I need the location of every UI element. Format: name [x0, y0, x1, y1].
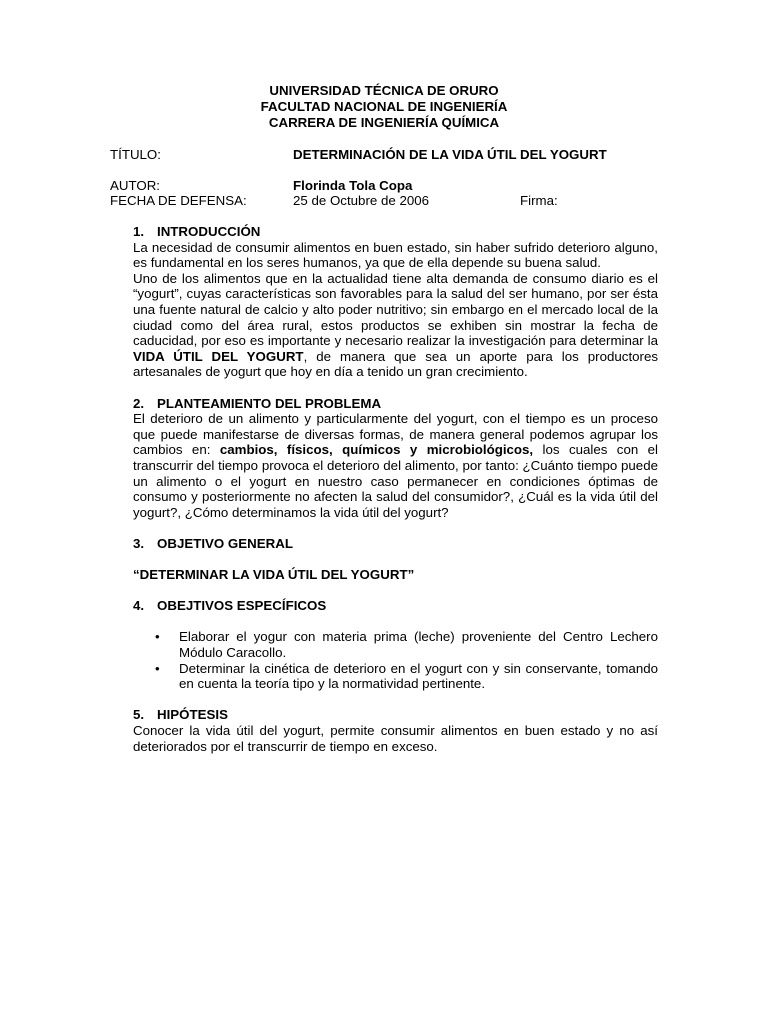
section-heading-objetivo-general — [133, 536, 658, 552]
author-value: Florinda Tola Copa — [293, 178, 413, 193]
section-number: 1. — [133, 224, 145, 239]
problem-paragraph — [133, 411, 658, 520]
intro-text-bold: VIDA ÚTIL DEL YOGURT — [133, 348, 304, 364]
section-number: 4. — [133, 598, 145, 614]
defense-date-label: FECHA DE DEFENSA: — [110, 193, 247, 208]
document-header — [0, 83, 768, 131]
section-title: PLANTEAMIENTO DEL PROBLEMA — [157, 395, 382, 411]
general-objective-statement: “DETERMINAR LA VIDA ÚTIL DEL YOGURT” — [133, 567, 415, 583]
intro-text-a: Uno de los alimentos que en la actualidad tiene alta demanda de consumo diario es el “yogurt”, cuyas características son favorables para la salud del ser humano, por ser ésta una fuente natural de calcio y alto poder nutritivo; sin embargo en el mercado local de la ciudad como del área rural, estos productos se exhiben sin mostrar la fecha de caducidad, por eso es importante y necesario realizar la investigación para determinar la — [133, 270, 658, 349]
section-title: INTRODUCCIÓN — [157, 224, 261, 239]
section-number: 3. — [133, 535, 145, 551]
title-label: TÍTULO: — [110, 147, 161, 162]
list-item — [132, 629, 658, 660]
hypothesis-paragraph: Conocer la vida útil del yogurt, permite consumir alimentos en buen estado y no así deteriorados por el transcurrir de tiempo en exceso. — [133, 723, 658, 754]
problem-text-bold: cambios, físicos, químicos y microbiológicos, — [219, 442, 534, 458]
section-heading-hipotesis — [133, 707, 658, 723]
title-value: DETERMINACIÓN DE LA VIDA ÚTIL DEL YOGURT — [293, 147, 607, 162]
author-label: AUTOR: — [110, 178, 160, 193]
list-item-text: Determinar la cinética de deterioro en el yogurt con y sin conservante, tomando en cuenta la teoría tipo y la normatividad pertinente. — [179, 660, 658, 692]
section-number: 2. — [133, 395, 145, 411]
signature-label: Firma: — [520, 193, 558, 208]
department-name: CARRERA DE INGENIERÍA QUÍMICA — [268, 115, 500, 130]
faculty-name: FACULTAD NACIONAL DE INGENIERÍA — [260, 99, 508, 114]
section-heading-objetivos-especificos — [133, 598, 658, 614]
list-item-text: Elaborar el yogur con materia prima (leche) proveniente del Centro Lechero Módulo Caracollo. — [179, 629, 658, 661]
problem-text-c: los cuales con el transcurrir del tiempo provoca el deterioro del alimento, por tanto: ¿Cuánto tiempo puede un alimento o el yogurt en nuestro caso permanecer en condiciones óptimas de consumo y posteriormente no afecten la salud del consumidor?, ¿Cuál es la vida útil del yogurt?, ¿Cómo determinamos la vida útil del yogurt? — [133, 442, 659, 520]
section-title: HIPÓTESIS — [157, 707, 228, 723]
section-heading-planteamiento — [133, 396, 658, 412]
section-title: OBJETIVO GENERAL — [157, 535, 293, 551]
section-number: 5. — [133, 707, 145, 723]
section-title: OBEJTIVOS ESPECÍFICOS — [157, 598, 327, 614]
defense-date-value: 25 de Octubre de 2006 — [293, 193, 430, 208]
intro-paragraph-1: La necesidad de consumir alimentos en buen estado, sin haber sufrido deterioro alguno, es fundamental en los seres humanos, ya que de ella depende su buena salud. — [133, 239, 658, 271]
bullet-icon: • — [155, 629, 160, 645]
list-item — [132, 661, 658, 692]
section-heading-introduccion — [133, 224, 658, 240]
university-name: UNIVERSIDAD TÉCNICA DE ORURO — [269, 83, 499, 98]
problem-text-a: El deterioro de un alimento y particularmente del yogurt, con el tiempo es un proceso que puede manifestarse de diversas formas, de manera general podemos agrupar los cambios en: — [133, 411, 658, 458]
intro-text-c: , de manera que sea un aporte para los productores artesanales de yogurt que hoy en día a tenido un gran crecimiento. — [133, 348, 659, 380]
specific-objectives-list — [133, 629, 658, 691]
intro-paragraph-2 — [133, 271, 658, 380]
document-body — [133, 224, 658, 754]
bullet-icon: • — [155, 660, 160, 676]
